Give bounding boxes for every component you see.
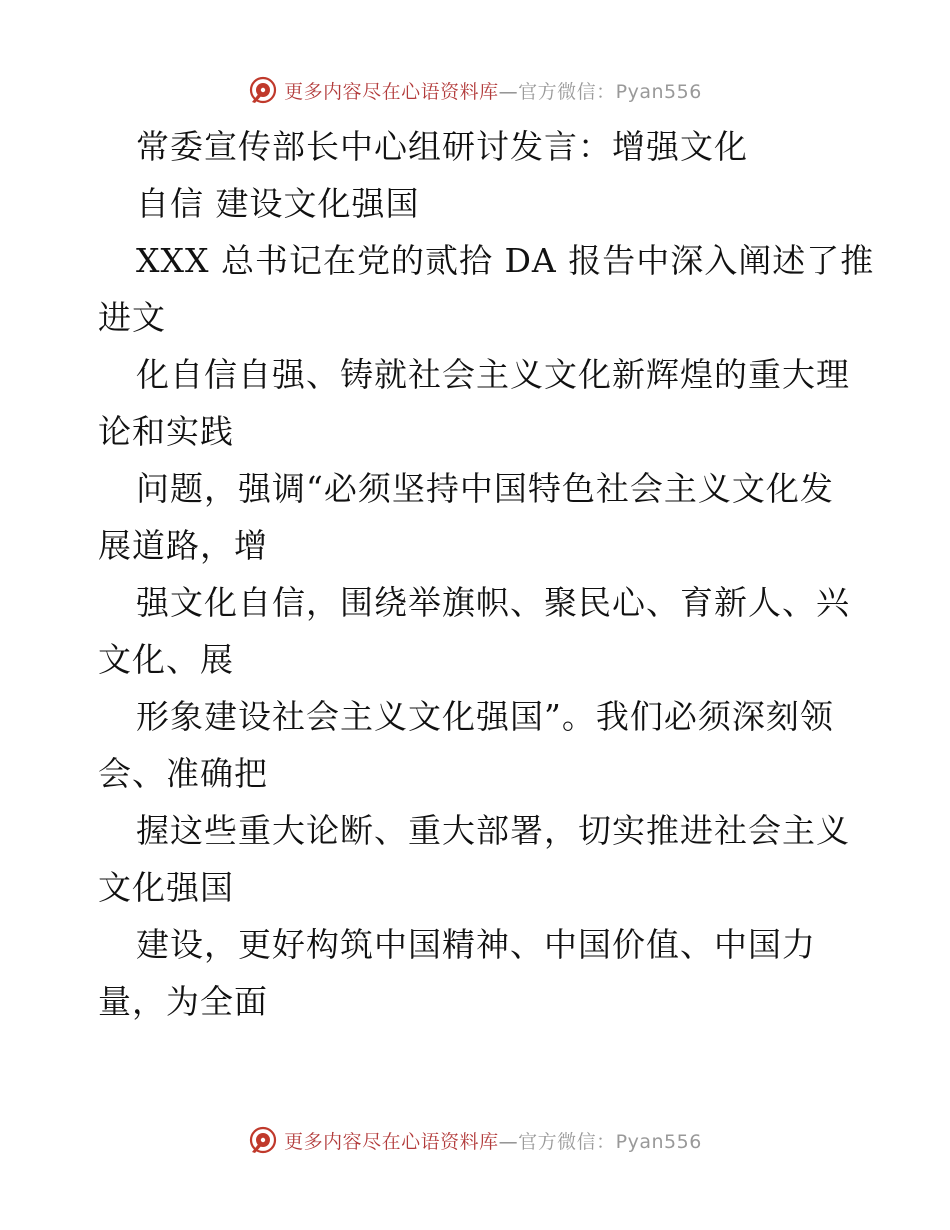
paragraph-line: 展道路，增 (98, 526, 268, 565)
title-line-2: 自信 建设文化强国 (136, 184, 420, 223)
paragraph-line: 问题，强调“必须坚持中国特色社会主义文化发 (136, 469, 834, 508)
paragraph-line: 文化强国 (98, 868, 234, 907)
footer-banner (0, 1120, 950, 1160)
document-body (98, 118, 875, 1030)
banner-wechat-text: 官方微信：Pyan556 (518, 1130, 702, 1153)
paragraph-line: 形象建设社会主义文化强国”。我们必须深刻领 (136, 697, 834, 736)
header-banner (0, 70, 950, 110)
paragraph-line: 进文 (98, 298, 166, 337)
banner-text (284, 77, 702, 104)
paragraph-line: 握这些重大论断、重大部署，切实推进社会主义 (136, 811, 850, 850)
banner-dash: — (498, 1130, 519, 1153)
pen-logo-icon (248, 1125, 278, 1155)
banner-lead-text: 更多内容尽在心语资料库 (284, 1130, 499, 1153)
paragraph-line: 建设，更好构筑中国精神、中国价值、中国力 (136, 925, 816, 964)
pen-logo-icon (248, 75, 278, 105)
banner-lead-text: 更多内容尽在心语资料库 (284, 80, 499, 103)
paragraph-line: XXX 总书记在党的贰拾 DA 报告中深入阐述了推 (136, 241, 875, 280)
banner-wechat-text: 官方微信：Pyan556 (518, 80, 702, 103)
paragraph-line: 量，为全面 (98, 982, 268, 1021)
paragraph-line: 论和实践 (98, 412, 234, 451)
title-line-1: 常委宣传部长中心组研讨发言：增强文化 (136, 127, 748, 166)
paragraph-line: 强文化自信，围绕举旗帜、聚民心、育新人、兴 (136, 583, 850, 622)
paragraph-line: 文化、展 (98, 640, 234, 679)
paragraph-line: 化自信自强、铸就社会主义文化新辉煌的重大理 (136, 355, 850, 394)
banner-dash: — (498, 80, 519, 103)
paragraph-line: 会、准确把 (98, 754, 268, 793)
banner-text (284, 1127, 702, 1154)
